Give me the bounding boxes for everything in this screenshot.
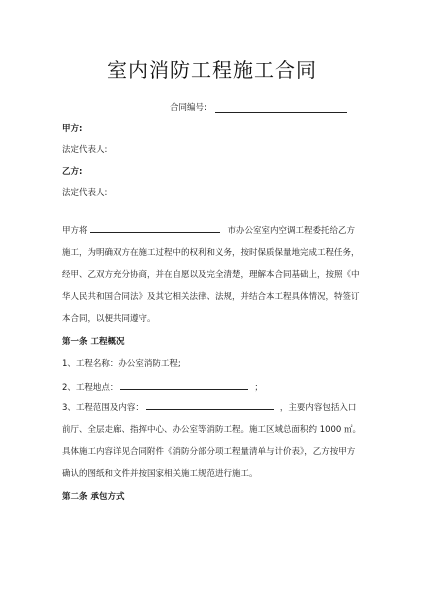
contract-number-label: 合同编号: — [170, 103, 207, 113]
article-1-item-2 — [62, 380, 263, 394]
intro-line-2: 施工，为明确双方在施工过程中的权利和义务，按时保质保量地完成工程任务， — [62, 248, 360, 258]
item-3-line-4: 确认的图纸和文件并按国家相关施工规范进行施工。 — [62, 469, 258, 479]
article-1-item-1: 1、工程名称：办公室消防工程; — [62, 359, 181, 369]
item-3-line-2: 前厅、全层走廊、指挥中心、办公室等消防工程。施工区域总面积约 1000 ㎡。 — [62, 425, 362, 435]
item-3-line-3: 具体施工内容详见合同附件《消防分部分项工程量清单与计价表》，乙方按甲方 — [62, 447, 356, 457]
document-title: 室内消防工程施工合同 — [107, 58, 317, 82]
project-scope-blank[interactable] — [146, 400, 274, 410]
item-2-prefix: 2、工程地点： — [62, 383, 119, 393]
item-3-line-1 — [62, 397, 362, 419]
contract-number-row — [170, 101, 347, 113]
intro-line-3: 经甲、乙双方充分协商，并在自愿以及完全清楚，理解本合同基础上，按照《中 — [62, 270, 360, 280]
item-2-suffix: ； — [254, 383, 263, 393]
project-location-blank[interactable] — [120, 380, 248, 390]
item-3-suffix: ，主要内容包括入口 — [279, 403, 357, 413]
party-a-representative: 法定代表人: — [62, 145, 108, 155]
party-b-representative: 法定代表人: — [62, 188, 108, 198]
party-b-label: 乙方: — [62, 167, 83, 177]
intro-line-1 — [62, 220, 362, 242]
intro-prefix: 甲方将 — [62, 226, 88, 236]
item-3-prefix: 3、工程范围及内容： — [62, 403, 144, 413]
party-a-label: 甲方: — [62, 124, 83, 134]
contract-number-blank[interactable] — [215, 103, 347, 113]
intro-line-4: 华人民共和国合同法》及其它相关法律、法规，并结合本工程具体情况，特签订 — [62, 292, 360, 302]
intro-project-blank[interactable] — [90, 223, 220, 233]
article-1-item-3 — [62, 397, 362, 485]
intro-line1-suffix: 市办公室室内空调工程委托给乙方 — [227, 226, 356, 236]
intro-line-5: 本合同，以便共同遵守。 — [62, 314, 156, 324]
article-1-heading: 第一条 工程概况 — [62, 337, 125, 347]
article-2-heading: 第二条 承包方式 — [62, 492, 125, 502]
intro-paragraph — [62, 220, 362, 330]
